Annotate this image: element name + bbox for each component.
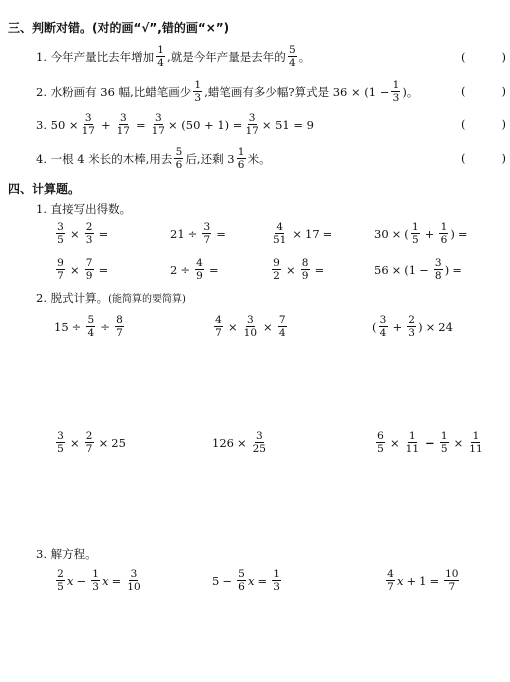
fraction: $\frac{4}{7}$ — [387, 568, 394, 593]
fraction: $\frac{3}{7}$ — [203, 221, 211, 246]
section-4-title: 四、计算题。 — [8, 182, 81, 196]
fraction: $\frac{3}{10}$ — [127, 568, 141, 593]
fraction: $\frac{9}{7}$ — [57, 257, 64, 282]
fraction: $\frac{5}{4}$ — [288, 44, 296, 69]
fraction: $\frac{1}{4}$ — [157, 44, 164, 69]
calc-problem: ( $\frac{3}{4}$ + $\frac{2}{3}$ ) × 24 — [372, 314, 453, 339]
fraction: $\frac{3}{4}$ — [379, 314, 387, 339]
item-text: × 51 = 9 — [261, 117, 315, 132]
item-text: 50 × — [50, 117, 79, 132]
calc-problem: $\frac{4}{7}$ × $\frac{3}{10}$ × $\frac{7}{4}$ — [215, 314, 286, 339]
calc-problem: 126 × $\frac{3}{25}$ — [212, 430, 266, 455]
fraction: $\frac{4}{9}$ — [196, 257, 203, 282]
fraction: $\frac{6}{5}$ — [377, 430, 384, 455]
fraction: $\frac{8}{7}$ — [116, 314, 123, 339]
fraction: $\frac{3}{10}$ — [243, 314, 258, 339]
fraction: $\frac{1}{6}$ — [440, 221, 448, 246]
fraction: $\frac{3}{5}$ — [57, 221, 64, 246]
equation: $\frac{4}{7}$ x + 1 = $\frac{10}{7}$ — [387, 568, 459, 593]
item-number: 2. — [36, 84, 47, 99]
subsection-1-title: 1. 直接写出得数。 — [36, 202, 132, 216]
fraction: $\frac{1}{5}$ — [440, 430, 448, 455]
fraction: $\frac{1}{3}$ — [194, 79, 202, 104]
item-number: 1. — [36, 49, 47, 64]
oral-problem: 21 ÷ $\frac{3}{7}$ = — [170, 221, 226, 246]
fraction: $\frac{2}{3}$ — [408, 314, 415, 339]
item-text: 一根 4 米长的木棒,用去 — [50, 151, 173, 166]
fraction: $\frac{4}{51}$ — [273, 221, 287, 246]
item-text: 后,还剩 3 — [185, 151, 235, 166]
item-text: ,就是今年产量是去年的 — [167, 49, 286, 64]
item-number: 3. — [36, 117, 47, 132]
fraction: $\frac{3}{17}$ — [116, 112, 130, 137]
fraction: $\frac{1}{11}$ — [469, 430, 483, 455]
section-3-title: 三、判断对错。(对的画“√”,错的画“×”) — [8, 21, 230, 35]
equation: $\frac{2}{5}$ x − $\frac{1}{3}$ x = $\frac{3}{10}$ — [57, 568, 141, 593]
judge-item-2 — [36, 79, 418, 104]
oral-problem: $\frac{3}{5}$ × $\frac{2}{3}$ = — [57, 221, 109, 246]
fraction: $\frac{3}{5}$ — [57, 430, 64, 455]
judge-item-3 — [36, 112, 314, 137]
fraction: $\frac{2}{5}$ — [57, 568, 64, 593]
operator: = — [135, 117, 146, 132]
item-text: 。 — [298, 49, 311, 64]
fraction: $\frac{9}{2}$ — [273, 257, 280, 282]
item-text: ,蜡笔画有多少幅?算式是 36 × (1 − — [204, 84, 390, 99]
fraction: $\frac{10}{7}$ — [445, 568, 459, 593]
fraction: $\frac{5}{6}$ — [175, 146, 183, 171]
fraction: $\frac{1}{3}$ — [392, 79, 400, 104]
answer-parentheses[interactable]: ( ) — [461, 50, 506, 64]
equation: 5 − $\frac{5}{6}$ x = $\frac{1}{3}$ — [212, 568, 280, 593]
calc-problem: $\frac{6}{5}$ × $\frac{1}{11}$ − $\frac{1}{5}$ × $\frac{1}{11}$ — [377, 430, 483, 455]
fraction: $\frac{5}{4}$ — [87, 314, 95, 339]
fraction: $\frac{3}{8}$ — [434, 257, 442, 282]
fraction: $\frac{1}{11}$ — [405, 430, 420, 455]
item-text: )。 — [402, 84, 419, 99]
operator: + — [100, 117, 111, 132]
fraction: $\frac{5}{6}$ — [238, 568, 245, 593]
item-number: 4. — [36, 151, 47, 166]
item-text: 水粉画有 36 幅,比蜡笔画少 — [50, 84, 192, 99]
oral-problem: 56 × ( 1 − $\frac{3}{8}$ ) = — [374, 257, 462, 282]
item-text: 米。 — [247, 151, 271, 166]
fraction: $\frac{2}{3}$ — [85, 221, 93, 246]
calc-problem: 15 ÷ $\frac{5}{4}$ ÷ $\frac{8}{7}$ — [54, 314, 123, 339]
fraction: $\frac{7}{4}$ — [278, 314, 286, 339]
item-text: × (50 + 1) = — [167, 117, 243, 132]
oral-problem: $\frac{4}{51}$ × 17 = — [273, 221, 333, 246]
answer-parentheses[interactable]: ( ) — [461, 84, 506, 98]
item-text: 今年产量比去年增加 — [50, 49, 155, 64]
oral-problem: $\frac{9}{2}$ × $\frac{8}{9}$ = — [273, 257, 325, 282]
fraction: $\frac{4}{7}$ — [215, 314, 222, 339]
fraction: $\frac{2}{7}$ — [85, 430, 93, 455]
fraction: $\frac{8}{9}$ — [301, 257, 309, 282]
subsection-3-title: 3. 解方程。 — [36, 547, 97, 561]
judge-item-4 — [36, 146, 271, 171]
judge-item-1 — [36, 44, 310, 69]
fraction: $\frac{1}{3}$ — [273, 568, 280, 593]
fraction: $\frac{7}{9}$ — [85, 257, 93, 282]
calc-problem: $\frac{3}{5}$ × $\frac{2}{7}$ × 25 — [57, 430, 126, 455]
fraction: $\frac{1}{3}$ — [92, 568, 99, 593]
fraction: $\frac{3}{17}$ — [245, 112, 259, 137]
oral-problem: 30 × ( $\frac{1}{5}$ + $\frac{1}{6}$ ) = — [374, 221, 468, 246]
answer-parentheses[interactable]: ( ) — [461, 117, 506, 131]
answer-parentheses[interactable]: ( ) — [461, 151, 506, 165]
fraction: $\frac{3}{17}$ — [151, 112, 165, 137]
fraction: $\frac{3}{25}$ — [252, 430, 266, 455]
oral-problem: $\frac{9}{7}$ × $\frac{7}{9}$ = — [57, 257, 109, 282]
fraction: $\frac{1}{6}$ — [237, 146, 245, 171]
fraction: $\frac{1}{5}$ — [411, 221, 419, 246]
subsection-2-title: 2. 脱式计算。(能简算的要简算) — [36, 291, 186, 305]
fraction: $\frac{3}{17}$ — [81, 112, 95, 137]
oral-problem: 2 ÷ $\frac{4}{9}$ = — [170, 257, 219, 282]
